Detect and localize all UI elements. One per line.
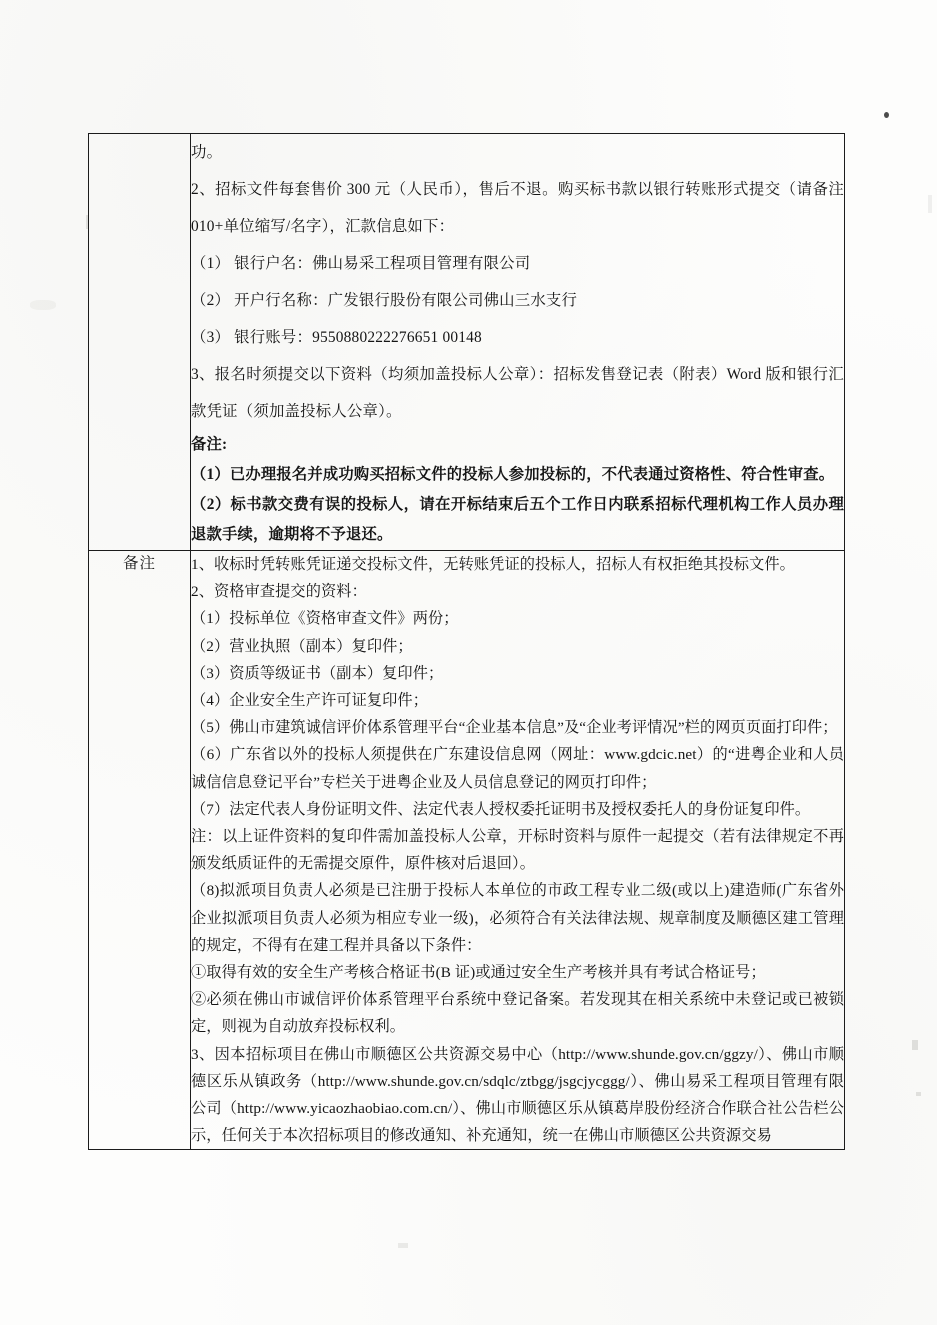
remark-item-2: 2、资格审查提交的资料： [191, 583, 367, 601]
scan-artifact [916, 1092, 921, 1096]
condition-1: ①取得有效的安全生产考核合格证书(B 证)或通过安全生产考核并具有考试合格证号； [191, 964, 766, 982]
table-row [89, 134, 845, 551]
note-heading: 备注: [191, 436, 228, 453]
clause-2-price: 2、招标文件每套售价 300 元（人民币），售后不退。购买标书款以银行转账形式提交（请备注 010+单位缩写/名字），汇款信息如下： [191, 181, 844, 235]
remarks-label-cell: 备注 [89, 551, 191, 1150]
qualification-doc-5: （5）佛山市建筑诚信评价体系管理平台“企业基本信息”及“企业考评情况”栏的网页页面打印件； [191, 719, 838, 737]
row1-body-cell [191, 134, 845, 551]
remark-item-3-publication-channels: 3、因本招标项目在佛山市顺德区公共资源交易中心（http://www.shunde.gov.cn/ggzy/）、佛山市顺德区乐从镇政务（http://www.shunde.gov.cn/sdqlc/ztbgg/jsgcjycggg/）、佛山易采工程项目管理有限公司（http://www.yicaozhaobiao.com.cn/）、佛山市顺德区乐从镇葛岸股份经济合作联合社公告栏公示，任何关于本次招标项目的修改通知、补充通知，统一在佛山市顺德区公共资源交易 [191, 1045, 844, 1145]
remark-item-1: 1、收标时凭转账凭证递交投标文件，无转账凭证的投标人，招标人有权拒绝其投标文件。 [191, 556, 795, 573]
bank-account-number-line: （3） 银行账号：9550880222276651 00148 [191, 329, 482, 346]
table-row [89, 551, 845, 1150]
continuation-line: 功。 [191, 144, 223, 161]
qualification-note: 注：以上证件资料的复印件需加盖投标人公章，开标时资料与原件一起提交（若有法律规定不再颁发纸质证件的无需提交原件，原件核对后退回）。 [191, 828, 844, 873]
document-table [88, 133, 845, 1150]
qualification-doc-6: （6）广东省以外的投标人须提供在广东建设信息网（网址：www.gdcic.net）的“进粤企业和人员诚信信息登记平台”专栏关于进粤企业及人员信息登记的网页打印件； [191, 746, 844, 791]
row1-label-cell [89, 134, 191, 551]
clause-3-registration-materials: 3、报名时须提交以下资料（均须加盖投标人公章）：招标发售登记表（附表）Word 版和银行汇款凭证（须加盖投标人公章）。 [191, 366, 844, 420]
qualification-doc-8: （8)拟派项目负责人必须是已注册于投标人本单位的市政工程专业二级(或以上)建造师(广东省外企业拟派项目负责人必须为相应专业一级)，必须符合有关法律法规、规章制度及顺德区建工管理的规定，不得有在建工程并具备以下条件： [191, 882, 844, 954]
bank-account-name-line: （1） 银行户名：佛山易采工程项目管理有限公司 [191, 255, 531, 272]
qualification-doc-4: （4）企业安全生产许可证复印件； [191, 692, 429, 710]
qualification-doc-7: （7）法定代表人身份证明文件、法定代表人授权委托证明书及授权委托人的身份证复印件。 [191, 800, 811, 818]
qualification-doc-3: （3）资质等级证书（副本）复印件； [191, 664, 444, 682]
scan-artifact [928, 195, 932, 213]
qualification-doc-2: （2）营业执照（副本）复印件； [191, 637, 413, 655]
scan-artifact [398, 1243, 408, 1248]
scan-artifact [912, 1040, 918, 1050]
condition-2: ②必须在佛山市诚信评价体系管理平台系统中登记备案。若发现其在相关系统中未登记或已被锁定，则视为自动放弃投标权利。 [191, 991, 844, 1036]
note-item-2: （2）标书款交费有误的投标人，请在开标结束后五个工作日内联系招标代理机构工作人员办理退款手续，逾期将不予退还。 [191, 496, 844, 543]
ink-speck [884, 112, 889, 118]
note-item-1: （1）已办理报名并成功购买招标文件的投标人参加投标的，不代表通过资格性、符合性审查。 [191, 466, 835, 483]
row2-body-cell [191, 551, 845, 1150]
bank-branch-line: （2） 开户行名称：广发银行股份有限公司佛山三水支行 [191, 292, 578, 309]
qualification-doc-1: （1）投标单位《资格审查文件》两份； [191, 610, 459, 628]
scan-artifact [30, 300, 56, 310]
